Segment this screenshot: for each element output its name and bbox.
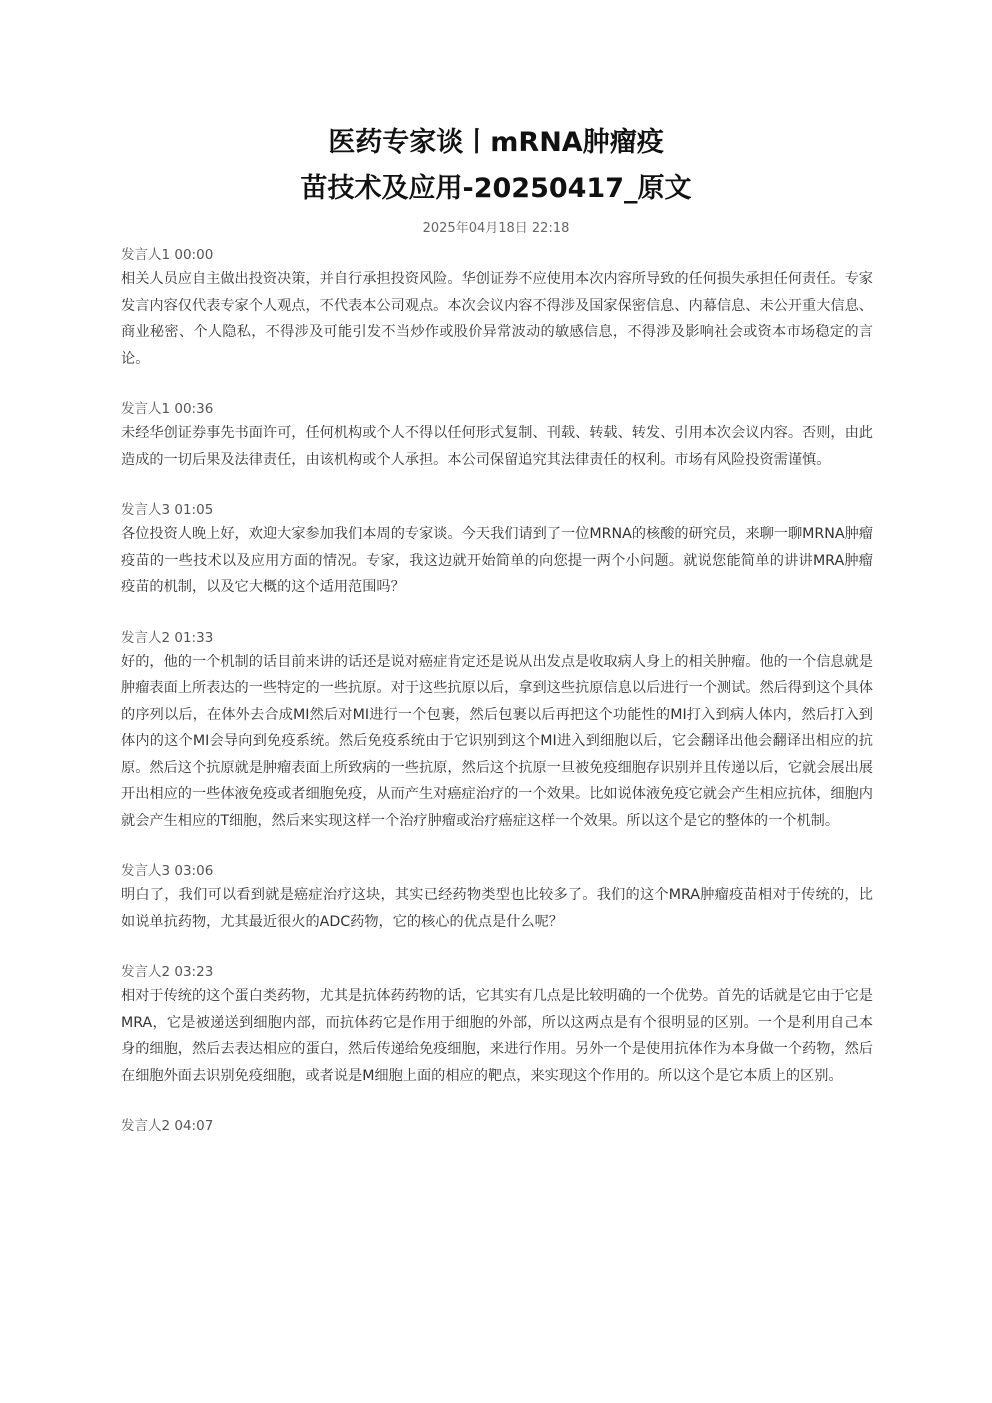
title-line-2: 苗技术及应用-20250417_原文	[300, 173, 692, 204]
transcript-entry	[121, 398, 873, 473]
transcript-entry	[121, 1115, 873, 1137]
speaker-timestamp: 发言人1 00:00	[121, 247, 214, 263]
entry-text: 相关人员应自主做出投资决策，并自行承担投资风险。华创证券不应使用本次内容所导致的任何损失承担任何责任。专家发言内容仅代表专家个人观点，不代表本公司观点。本次会议内容不得涉及国家保密信息、内幕信息、未公开重大信息、商业秘密、个人隐私，不得涉及可能引发不当炒作或股价异常波动的敏感信息，不得涉及影响社会或资本市场稳定的言论。	[121, 271, 873, 367]
speaker-timestamp: 发言人3 01:05	[121, 502, 214, 518]
transcript-entry	[121, 860, 873, 935]
transcript-entry	[121, 499, 873, 601]
transcript	[121, 244, 873, 1163]
page-title	[246, 120, 746, 212]
title-line-1: 医药专家谈丨mRNA肿瘤疫	[328, 127, 664, 158]
entry-text: 各位投资人晚上好，欢迎大家参加我们本周的专家谈。今天我们请到了一位MRNA的核酸的研究员，来聊一聊MRNA肿瘤疫苗的一些技术以及应用方面的情况。专家，我这边就开始简单的向您提一两个小问题。就说您能简单的讲讲MRA肿瘤疫苗的机制，以及它大概的这个适用范围吗？	[121, 526, 873, 595]
speaker-timestamp: 发言人3 03:06	[121, 863, 214, 879]
transcript-entry	[121, 961, 873, 1089]
entry-text: 未经华创证券事先书面许可，任何机构或个人不得以任何形式复制、刊载、转载、转发、引用本次会议内容。否则，由此造成的一切后果及法律责任，由该机构或个人承担。本公司保留追究其法律责任的权利。市场有风险投资需谨慎。	[121, 425, 873, 468]
entry-text: 好的，他的一个机制的话目前来讲的话还是说对癌症肯定还是说从出发点是收取病人身上的相关肿瘤。他的一个信息就是肿瘤表面上所表达的一些特定的一些抗原。对于这些抗原以后，拿到这些抗原信息以后进行一个测试。然后得到这个具体的序列以后，在体外去合成MI然后对MI进行一个包裹，然后包裹以后再把这个功能性的MI打入到病人体内，然后打入到体内的这个MI会导向到免疫系统。然后免疫系统由于它识别到这个MI进入到细胞以后，它会翻译出他会翻译出相应的抗原。然后这个抗原就是肿瘤表面上所致病的一些抗原，然后这个抗原一旦被免疫细胞存识别并且传递以后，它就会展出展开出相应的一些体液免疫或者细胞免疫，从而产生对癌症治疗的一个效果。比如说体液免疫它就会产生相应抗体，细胞内就会产生相应的T细胞，然后来实现这样一个治疗肿瘤或治疗癌症这样一个效果。所以这个是它的整体的一个机制。	[121, 653, 873, 829]
speaker-timestamp: 发言人1 00:36	[121, 401, 214, 417]
entry-text: 相对于传统的这个蛋白类药物，尤其是抗体药药物的话，它其实有几点是比较明确的一个优势。首先的话就是它由于它是MRA，它是被递送到细胞内部，而抗体药它是作用于细胞的外部，所以这两点是有个很明显的区别。一个是利用自己本身的细胞，然后去表达相应的蛋白，然后传递给免疫细胞，来进行作用。另外一个是使用抗体作为本身做一个药物，然后在细胞外面去识别免疫细胞，或者说是M细胞上面的相应的靶点，来实现这个作用的。所以这个是它本质上的区别。	[121, 988, 873, 1084]
speaker-timestamp: 发言人2 04:07	[121, 1118, 214, 1134]
entry-text: 明白了，我们可以看到就是癌症治疗这块，其实已经药物类型也比较多了。我们的这个MRA肿瘤疫苗相对于传统的，比如说单抗药物，尤其最近很火的ADC药物，它的核心的优点是什么呢？	[121, 887, 873, 930]
speaker-timestamp: 发言人2 03:23	[121, 964, 214, 980]
transcript-entry	[121, 244, 873, 372]
speaker-timestamp: 发言人2 01:33	[121, 629, 214, 646]
transcript-entry	[121, 627, 873, 835]
publish-date: 2025年04月18日 22:18	[422, 221, 570, 236]
